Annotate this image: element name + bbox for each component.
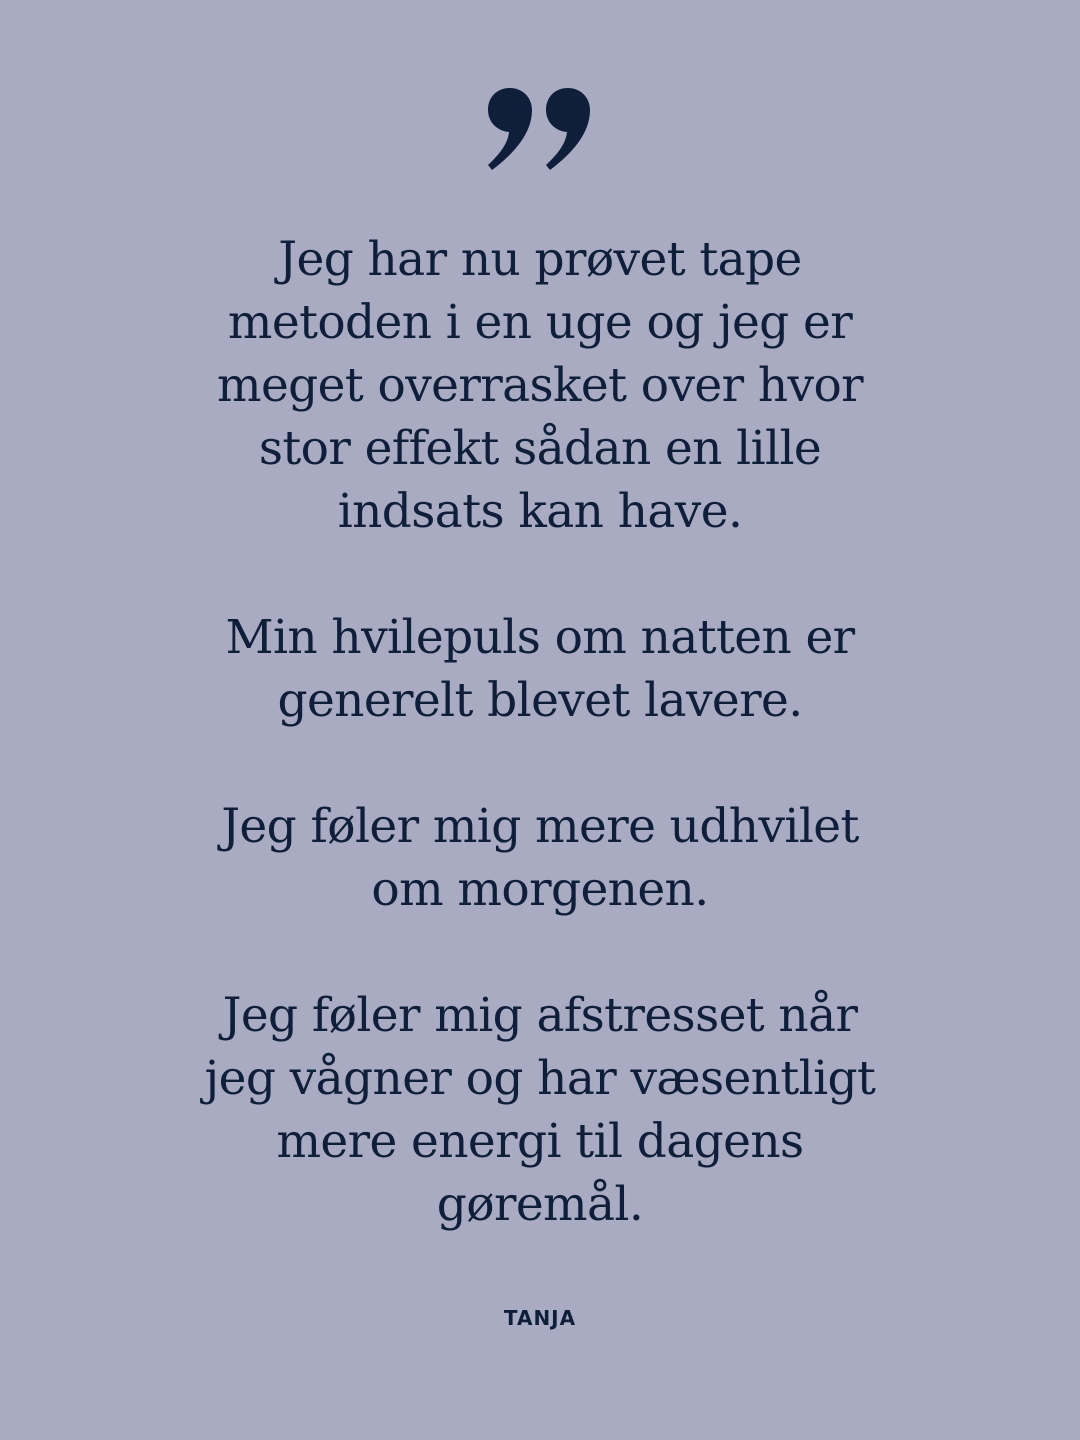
quote-line: metoden i en uge og jeg er [227,295,853,350]
quote-line: Jeg har nu prøvet tape [278,232,802,287]
quote-line: mere energi til dagens [276,1114,804,1169]
quote-line: generelt blevet lavere. [277,673,803,728]
testimonial-quote [180,228,900,1236]
quote-line: jeg vågner og har væsentligt [204,1051,876,1106]
quote-paragraph [180,795,900,921]
quote-line: gøremål. [436,1177,644,1232]
quote-line: Min hvilepuls om natten er [225,610,855,665]
author-name: TANJA [503,1306,577,1330]
quote-line: indsats kan have. [337,484,743,539]
quote-line: meget overrasket over hvor [216,358,864,413]
quote-line: stor effekt sådan en lille [258,421,822,476]
quote-paragraph [180,606,900,732]
quote-line: Jeg føler mig mere udhvilet [221,799,859,854]
closing-quote-icon [0,88,1080,184]
quote-paragraph [180,984,900,1236]
quote-paragraph [180,228,900,543]
quote-line: om morgenen. [371,862,709,917]
quote-line: Jeg føler mig afstresset når [222,988,858,1043]
